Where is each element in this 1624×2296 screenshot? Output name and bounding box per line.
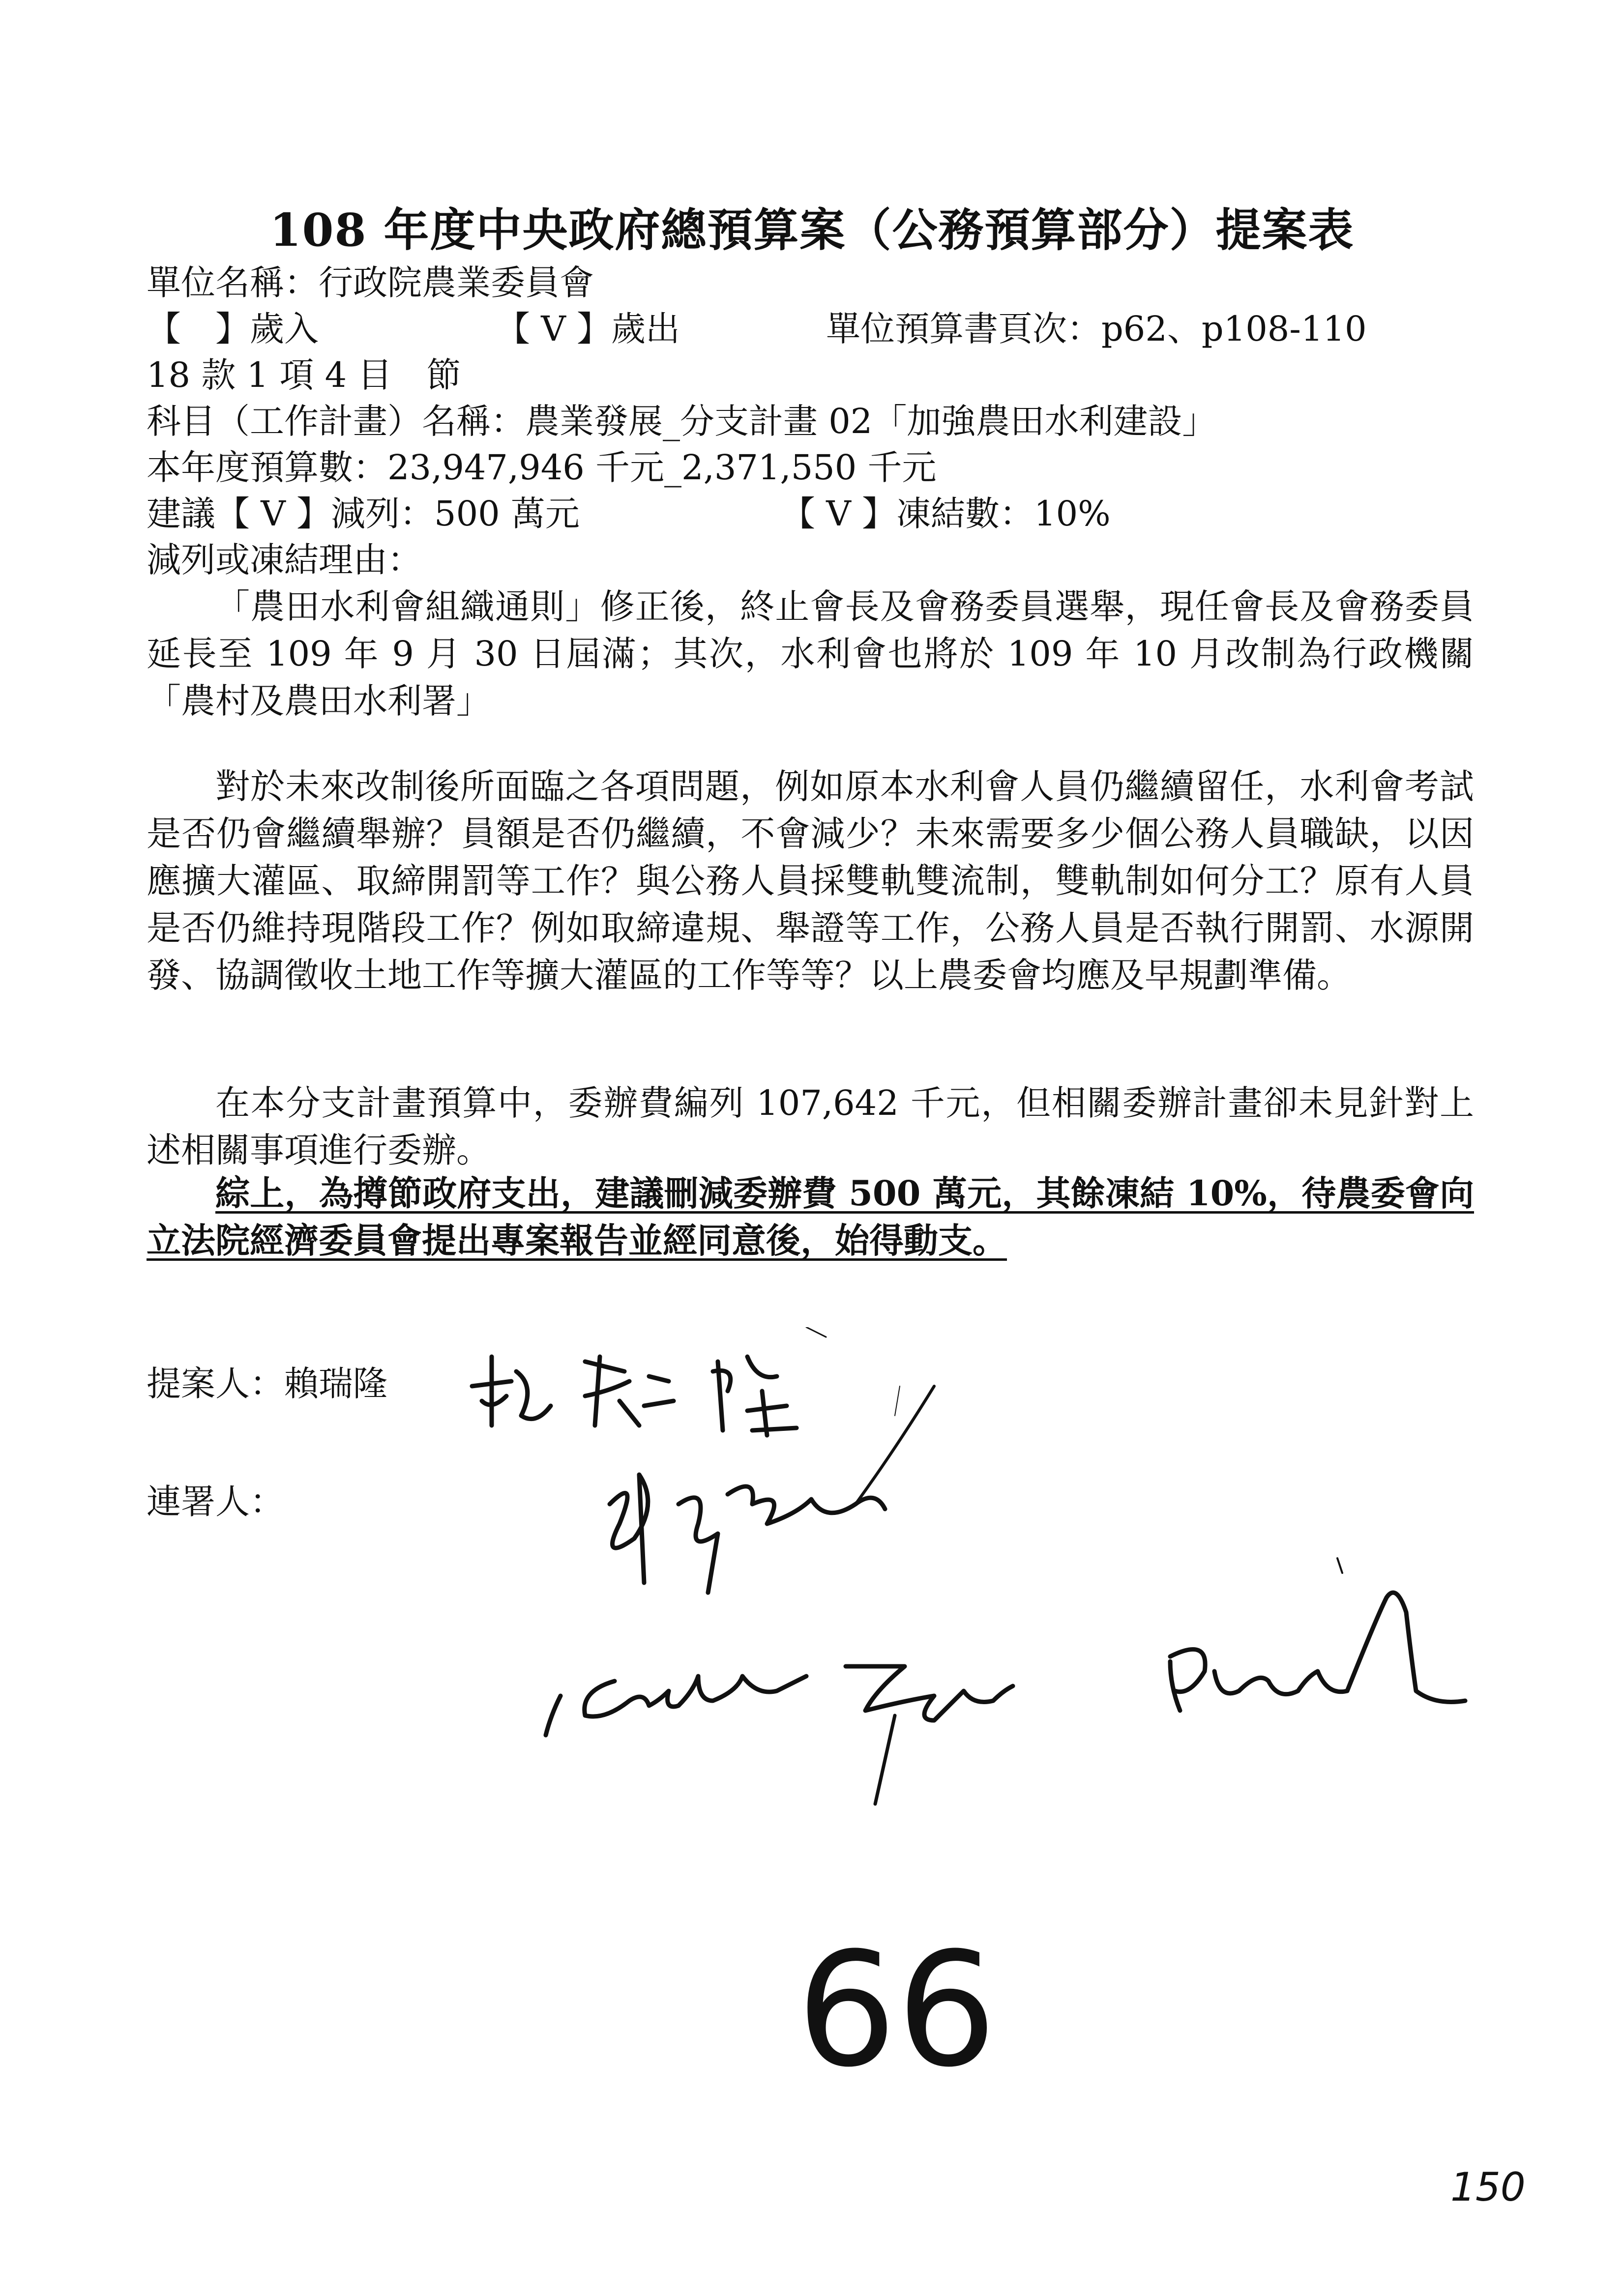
item-code: 18 款 1 項 4 目 節 — [147, 355, 461, 395]
revenue-checkbox-label: 【 】歲入 — [147, 309, 319, 349]
handwritten-number: 66 — [797, 1919, 997, 2102]
budget-amount: 本年度預算數：23,947,946 千元_2,371,550 千元 — [147, 447, 937, 488]
reason-paragraph-1: 「農田水利會組織通則」修正後，終止會長及會務委員選舉，現任會長及會務委員延長至 109 年 9 月 30 日屆滿；其次，水利會也將於 109 年 10 月改制為行政機關「農村及農田水利署」 — [147, 586, 1474, 721]
reason-heading: 減列或凍結理由： — [147, 540, 422, 580]
expenditure-checkbox-label: 【 V 】歲出 — [496, 309, 680, 349]
page-reference: 單位預算書頁次：p62、p108-110 — [826, 309, 1367, 349]
document-title: 108 年度中央政府總預算案（公務預算部分）提案表 — [269, 203, 1355, 257]
proposal-cut: 建議【 V 】減列：500 萬元 — [147, 494, 580, 534]
reason-paragraph-2: 對於未來改制後所面臨之各項問題，例如原本水利會人員仍繼續留任，水利會考試是否仍會繼續舉辦？員額是否仍繼續，不會減少？未來需要多少個公務人員職缺，以因應擴大灌區、取締開罰等工作？與公務人員採雙軌雙流制，雙軌制如何分工？原有人員是否仍維持現階段工作？例如取締違規、舉證等工作，公務人員是否執行開罰、水源開發、協調徵收土地工作等擴大灌區的工作等等？以上農委會均應及早規劃準備。 — [147, 766, 1474, 995]
subject-name: 科目（工作計畫）名稱：農業發展_分支計畫 02「加強農田水利建設」 — [147, 401, 1217, 441]
unit-name: 單位名稱：行政院農業委員會 — [147, 262, 594, 303]
proposer-label: 提案人：賴瑞隆 — [147, 1364, 387, 1404]
page-number: 150 — [1450, 2164, 1526, 2210]
reason-paragraph-3: 在本分支計畫預算中，委辦費編列 107,642 千元，但相關委辦計畫卻未見針對上述相關事項進行委辦。 — [147, 1083, 1474, 1170]
conclusion-paragraph: 綜上，為撙節政府支出，建議刪減委辦費 500 萬元，其餘凍結 10%，待農委會向立法院經濟委員會提出專案報告並經同意後，始得動支。 — [147, 1173, 1474, 1261]
cosigner-signature-2 — [531, 1553, 1475, 1829]
proposal-freeze: 【 V 】凍結數：10% — [781, 494, 1111, 534]
cosigner-label: 連署人： — [147, 1482, 284, 1522]
